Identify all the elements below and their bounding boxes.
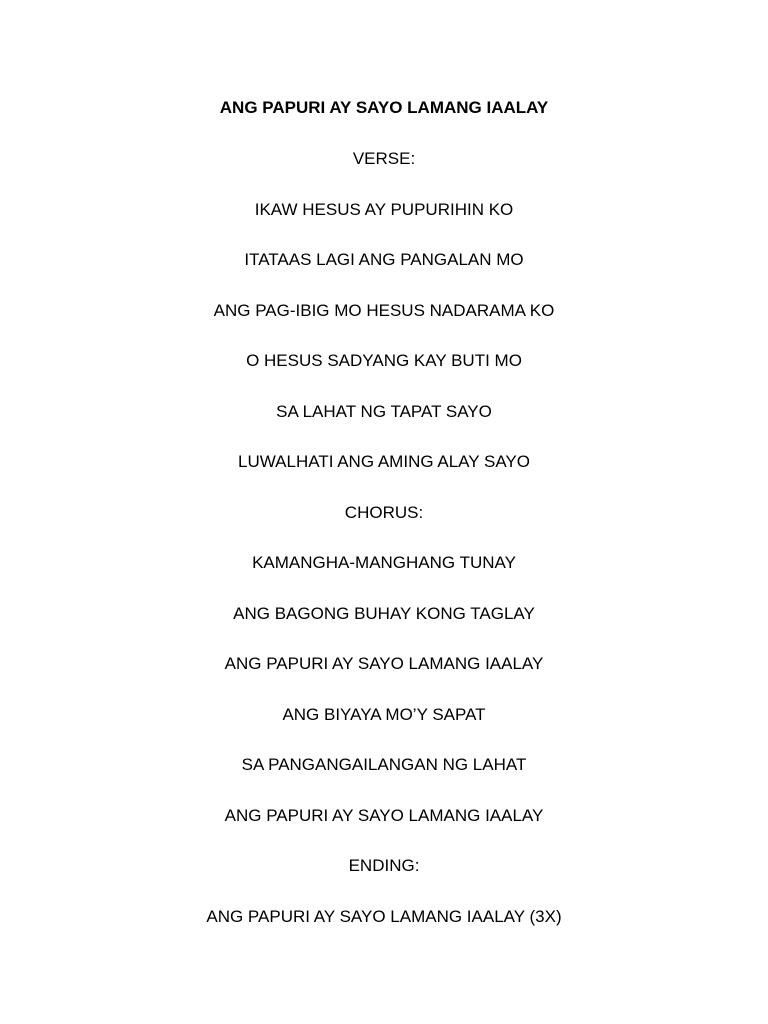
lyric-line: ANG PAG-IBIG MO HESUS NADARAMA KO	[213, 300, 555, 320]
lyric-line: ANG BIYAYA MO’Y SAPAT	[282, 704, 486, 724]
lyric-line: ANG PAPURI AY SAYO LAMANG IAALAY (3X)	[206, 906, 562, 926]
lyric-line: LUWALHATI ANG AMING ALAY SAYO	[238, 452, 530, 471]
lyric-line: ANG BAGONG BUHAY KONG TAGLAY	[233, 603, 535, 623]
lyric-line: ITATAAS LAGI ANG PANGALAN MO	[244, 250, 524, 269]
lyric-line: SA LAHAT NG TAPAT SAYO	[276, 401, 492, 421]
lyric-line: SA PANGANGAILANGAN NG LAHAT	[241, 755, 527, 774]
lyrics-list	[0, 148, 768, 956]
lyric-line: ANG PAPURI AY SAYO LAMANG IAALAY	[224, 805, 544, 825]
lyric-line: KAMANGHA-MANGHANG TUNAY	[252, 553, 516, 572]
section-heading-chorus: CHORUS:	[344, 502, 424, 522]
section-heading-ending: ENDING:	[348, 856, 420, 875]
lyric-line: IKAW HESUS AY PUPURIHIN KO	[254, 199, 514, 219]
lyric-line: ANG PAPURI AY SAYO LAMANG IAALAY	[224, 654, 544, 673]
song-title: ANG PAPURI AY SAYO LAMANG IAALAY	[219, 98, 549, 117]
lyric-line: O HESUS SADYANG KAY BUTI MO	[246, 351, 522, 370]
section-heading-verse: VERSE:	[352, 149, 416, 168]
